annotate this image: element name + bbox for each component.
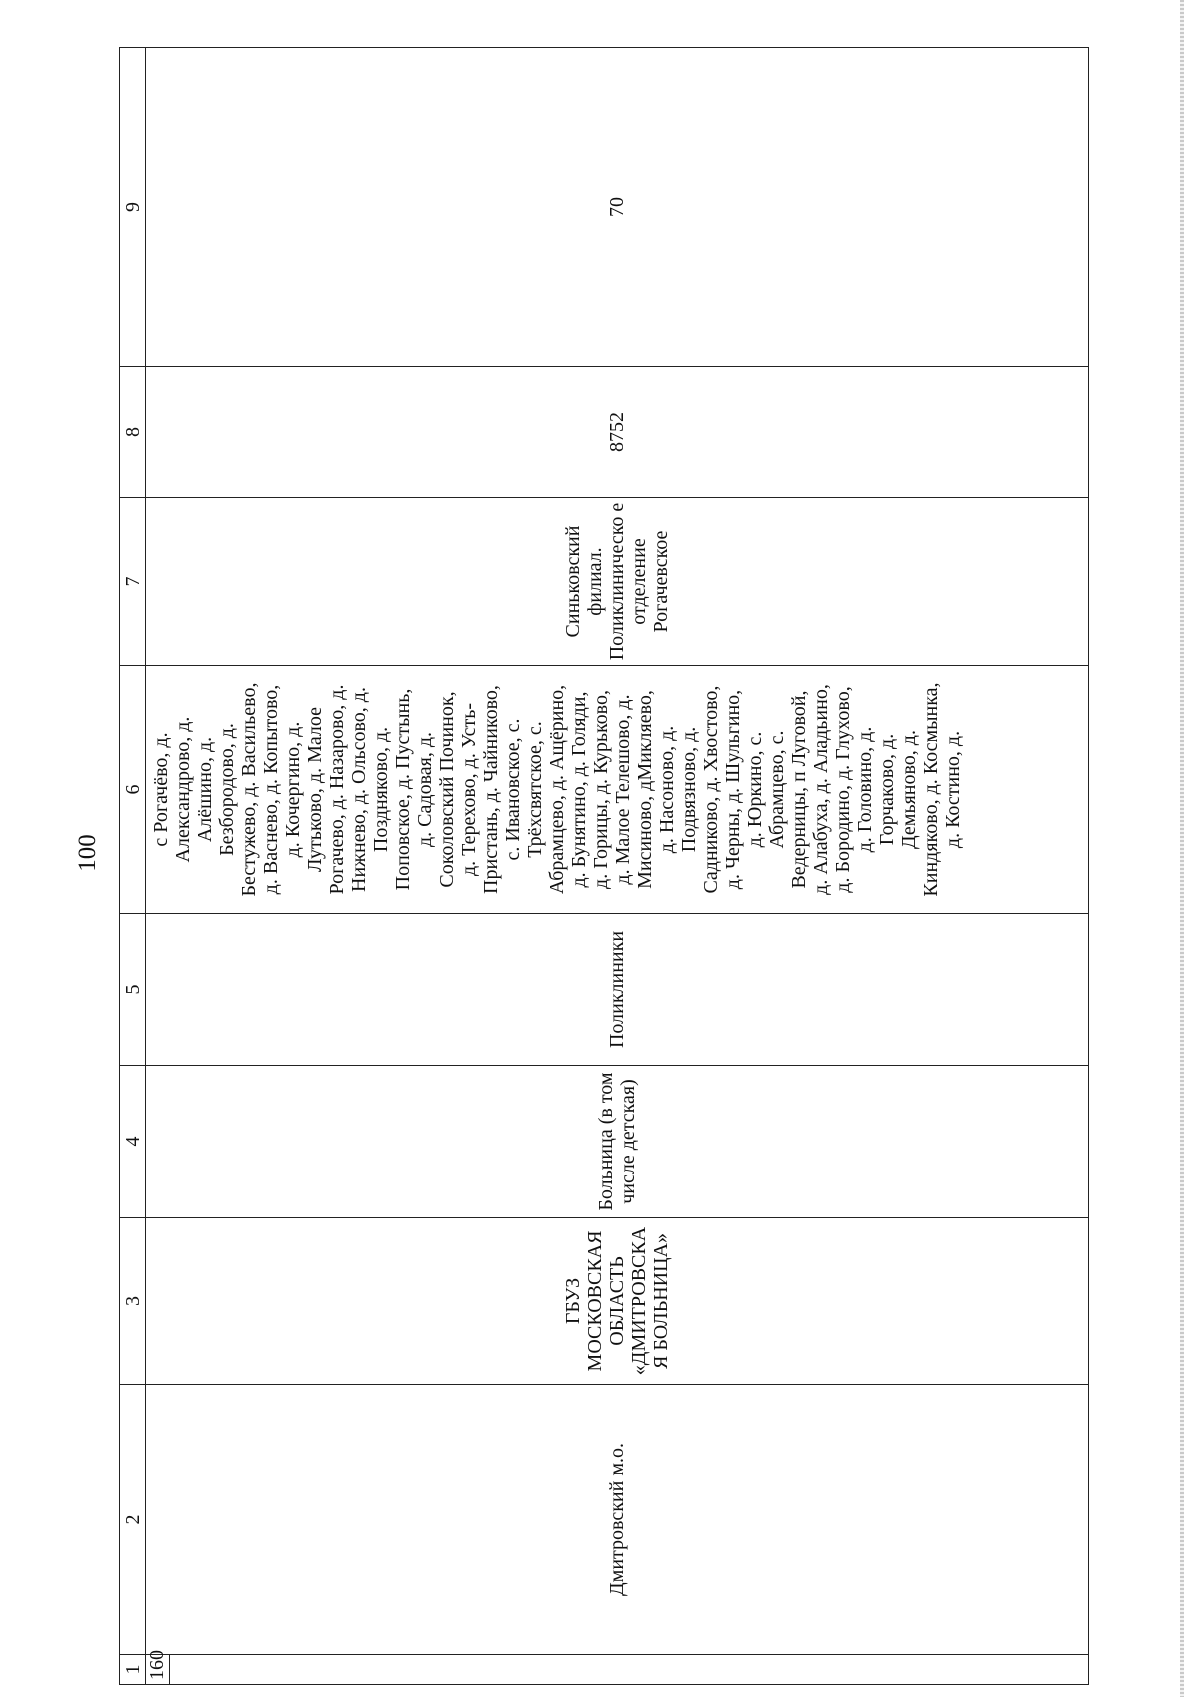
address-line: Нижнево, д. Ольсово, д. — [348, 687, 370, 892]
address-line: Алёшино, д. — [194, 736, 216, 843]
facility-type-cell: Больница (в том числе детская) — [146, 1066, 1089, 1218]
address-line: Абрамцево, д. Ащёрино, — [546, 684, 568, 895]
value-9-cell: 70 — [146, 48, 1089, 367]
address-line: Абрамцево, с. — [766, 730, 788, 849]
column-header-5: 5 — [120, 914, 146, 1066]
address-line: Трёхсвятское, с. — [524, 721, 546, 858]
address-line: Демьяново, д. — [898, 730, 920, 849]
address-line: д. Головино, д. — [854, 726, 876, 853]
column-header-4: 4 — [120, 1066, 146, 1218]
address-line: д. Кочергино, д. — [282, 721, 304, 858]
address-line: д. Черны, д. Шульгино, — [722, 689, 744, 890]
address-line: Горчаково, д. — [876, 733, 898, 846]
address-line: Подвязново, д. — [678, 726, 700, 853]
address-line: д. Алабуха, д. Аладьино, — [810, 684, 832, 895]
row-number-strip — [146, 48, 170, 1685]
address-line: Киндяково, д. Космынка, — [920, 682, 942, 897]
address-line: д. Терехово, д. Усть- — [458, 703, 480, 876]
row-number-empty — [170, 1655, 1089, 1685]
institution-cell: ГБУЗ МОСКОВСКАЯ ОБЛАСТЬ «ДМИТРОВСКА Я БОЛЬНИЦА» — [146, 1218, 1089, 1385]
address-line: Мисиново, дМикляево, — [634, 690, 656, 889]
column-header-6: 6 — [120, 666, 146, 914]
address-line: с. Ивановское, с. — [502, 718, 524, 861]
column-header-1: 1 — [120, 1655, 146, 1685]
column-header-9: 9 — [120, 48, 146, 367]
address-cell — [146, 666, 1089, 914]
address-line: с Рогачёво, д. — [150, 732, 172, 847]
address-line: д. Васнево, д. Копытово, — [260, 684, 282, 895]
branch-cell: Синьковский филиал. Поликлиническо е отделение Рогачевское — [146, 498, 1089, 666]
address-line: д. Юркино, с. — [744, 731, 766, 848]
address-line: д. Бунятино, д. Голяди, — [568, 691, 590, 888]
address-line: д. Костино, д. — [942, 730, 964, 849]
column-header-2: 2 — [120, 1385, 146, 1655]
address-line: Рогачево, д. Назарово, д. — [326, 684, 348, 895]
scan-edge-line — [1180, 0, 1184, 1697]
address-line: Александрово, д. — [172, 716, 194, 863]
address-line: д. Насоново, д. — [656, 725, 678, 854]
rotated-table-wrapper — [119, 48, 1089, 1685]
data-table — [119, 47, 1089, 1685]
address-list — [150, 672, 964, 907]
address-line: Лутьково, д. Малое — [304, 706, 326, 873]
district-cell: Дмитровский м.о. — [146, 1385, 1089, 1655]
address-line: Поздняково, д. — [370, 726, 392, 853]
address-line: д. Бородино, д. Глухово, — [832, 686, 854, 893]
address-line: Соколовский Починок, — [436, 691, 458, 888]
page-number: 100 — [74, 834, 101, 872]
address-line: д. Малое Телешово, д. — [612, 694, 634, 885]
column-header-7: 7 — [120, 498, 146, 666]
address-line: Поповское, д. Пустынь, — [392, 688, 414, 891]
address-line: д. Горицы, д. Курьково, — [590, 690, 612, 889]
address-line: Садниково, д. Хвостово, — [700, 685, 722, 894]
address-line: Ведерницы, п Луговой, — [788, 690, 810, 889]
unit-type-cell: Поликлиники — [146, 914, 1089, 1066]
address-line: д. Садовая, д. — [414, 732, 436, 847]
header-row — [120, 48, 146, 1685]
address-line: Пристань, д. Чайниково, — [480, 685, 502, 894]
rotated-table — [119, 48, 1089, 1685]
address-line: Бестужево, д. Васильево, — [238, 682, 260, 897]
column-header-3: 3 — [120, 1218, 146, 1385]
row-number: 160 — [146, 1655, 170, 1685]
address-line: Безбородово, д. — [216, 723, 238, 856]
column-header-8: 8 — [120, 367, 146, 498]
population-cell: 8752 — [146, 367, 1089, 498]
